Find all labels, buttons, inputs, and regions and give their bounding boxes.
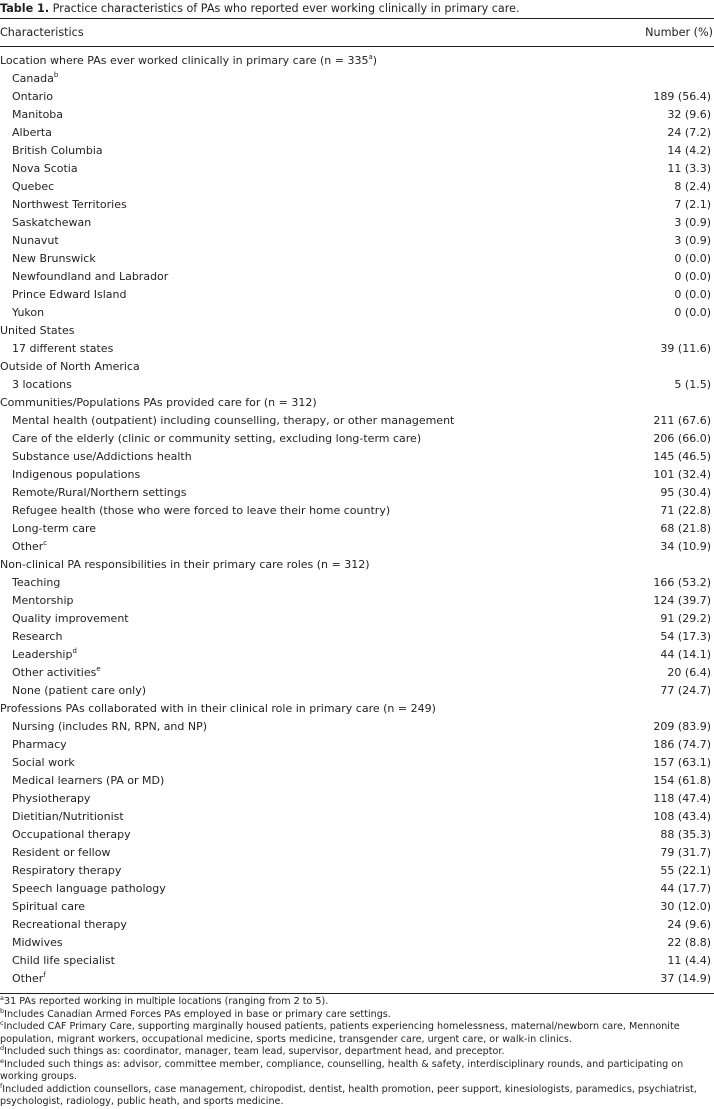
footnote: $^a$31 PAs reported working in multiple locations (ranging from 2 to 5).	[0, 994, 329, 1007]
table-row	[0, 484, 714, 502]
row-label: Outside of North America	[0, 360, 140, 373]
table-row	[0, 718, 714, 736]
row-value: 166 (53.2)	[653, 576, 711, 589]
table-row	[0, 70, 714, 88]
row-label: 3 locations	[12, 378, 72, 391]
table-row	[0, 106, 714, 124]
table-row	[0, 286, 714, 304]
row-value: 209 (83.9)	[653, 720, 711, 733]
table-section-row	[0, 556, 714, 574]
footnote: $^b$Includes Canadian Armed Forces PAs employed in base or primary care settings.	[0, 1006, 391, 1020]
table-row	[0, 250, 714, 268]
row-label: Leadership$^d$	[12, 647, 77, 661]
table-row	[0, 340, 714, 358]
row-label: Mental health (outpatient) including counselling, therapy, or other management	[12, 414, 455, 427]
table-row	[0, 844, 714, 862]
footnote-marker: f	[43, 971, 46, 979]
row-value: 22 (8.8)	[667, 936, 711, 949]
row-label: Other$^c$	[12, 539, 48, 553]
row-value: 39 (11.6)	[660, 342, 711, 355]
footnote-marker: a	[368, 53, 373, 61]
footnote-mark: f	[0, 1081, 3, 1090]
row-value: 211 (67.6)	[653, 414, 711, 427]
row-value: 0 (0.0)	[674, 306, 711, 319]
row-label: Physiotherapy	[12, 792, 91, 805]
footnote-marker: d	[72, 647, 77, 655]
row-value: 186 (74.7)	[653, 738, 711, 751]
row-value: 206 (66.0)	[653, 432, 711, 445]
footnote: $^c$Included CAF Primary Care, supporting marginally housed patients, patients experiencing homelessness, maternal/newborn care, Mennonite population, migrant workers, occupational medicine, sports medicine, transgender care, urgent care, or walk-in clinics.	[0, 1019, 680, 1045]
row-label: Occupational therapy	[12, 828, 131, 841]
row-value: 157 (63.1)	[653, 756, 711, 769]
table-row	[0, 808, 714, 826]
row-value: 34 (10.9)	[660, 540, 711, 553]
row-value: 30 (12.0)	[660, 900, 711, 913]
row-value: 189 (56.4)	[653, 90, 711, 103]
row-value: 154 (61.8)	[653, 774, 711, 787]
row-label: Quebec	[12, 180, 55, 193]
row-value: 44 (17.7)	[660, 882, 711, 895]
row-value: 55 (22.1)	[660, 864, 711, 877]
row-value: 14 (4.2)	[667, 144, 711, 157]
row-value: 118 (47.4)	[653, 792, 711, 805]
footnote-mark: d	[0, 1044, 5, 1052]
row-label: Substance use/Addictions health	[12, 450, 192, 463]
row-value: 124 (39.7)	[653, 594, 711, 607]
table-row	[0, 772, 714, 790]
row-label: Indigenous populations	[12, 468, 141, 481]
row-value: 88 (35.3)	[660, 828, 711, 841]
row-value: 101 (32.4)	[653, 468, 711, 481]
row-label: Refugee health (those who were forced to leave their home country)	[12, 504, 391, 517]
footnote: $^f$Included addiction counsellors, case management, chiropodist, dentist, health promotion, peer support, kinesiologists, paramedics, psychiatrist, psychologist, radiology, public heath, and sports medicine.	[0, 1081, 697, 1107]
table-row	[0, 736, 714, 754]
table-caption	[0, 0, 714, 17]
row-label: Respiratory therapy	[12, 864, 122, 877]
row-label: Nunavut	[12, 234, 59, 247]
row-value: 95 (30.4)	[660, 486, 711, 499]
row-value: 44 (14.1)	[660, 648, 711, 661]
table-row	[0, 124, 714, 142]
row-label: Mentorship	[12, 594, 74, 607]
row-label: Long-term care	[12, 522, 97, 535]
table-caption-label: Table 1.	[0, 2, 50, 15]
row-label: Nova Scotia	[12, 162, 78, 175]
header-characteristics: Characteristics	[0, 26, 84, 39]
table-row	[0, 214, 714, 232]
table-row	[0, 664, 714, 682]
row-value: 91 (29.2)	[660, 612, 711, 625]
row-label: Teaching	[12, 576, 61, 589]
table-row	[0, 916, 714, 934]
row-label: Pharmacy	[12, 738, 67, 751]
footnote-marker: c	[43, 539, 48, 547]
table-row	[0, 88, 714, 106]
table-row	[0, 142, 714, 160]
row-label: Manitoba	[12, 108, 64, 121]
row-label: Resident or fellow	[12, 846, 111, 859]
row-value: 68 (21.8)	[660, 522, 711, 535]
row-label: Canada$^b$	[12, 71, 59, 85]
row-label: Professions PAs collaborated with in their clinical role in primary care (n = 249)	[0, 702, 436, 715]
table-row	[0, 952, 714, 970]
footnote-mark: b	[0, 1006, 5, 1015]
table-row	[0, 412, 714, 430]
table-row	[0, 538, 714, 556]
row-value: 79 (31.7)	[660, 846, 711, 859]
row-value: 0 (0.0)	[674, 288, 711, 301]
table-row	[0, 790, 714, 808]
footnote-mark: a	[0, 994, 4, 1002]
table-row	[0, 448, 714, 466]
table-row	[0, 520, 714, 538]
table-row	[0, 304, 714, 322]
table-row	[0, 196, 714, 214]
row-label: Remote/Rural/Northern settings	[12, 486, 187, 499]
row-value: 32 (9.6)	[667, 108, 711, 121]
table-row	[0, 268, 714, 286]
row-label: Care of the elderly (clinic or community setting, excluding long-term care)	[12, 432, 422, 445]
row-value: 0 (0.0)	[674, 252, 711, 265]
table-row	[0, 934, 714, 952]
table-row	[0, 880, 714, 898]
table-row	[0, 574, 714, 592]
row-label: United States	[0, 324, 75, 337]
table-row	[0, 502, 714, 520]
row-value: 7 (2.1)	[674, 198, 711, 211]
table-row	[0, 682, 714, 700]
row-value: 20 (6.4)	[667, 666, 711, 679]
table-row	[0, 628, 714, 646]
table-row	[0, 970, 714, 988]
row-label: Nursing (includes RN, RPN, and NP)	[12, 720, 208, 733]
footnote: $^d$Included such things as: coordinator, manager, team lead, supervisor, department head, and preceptor.	[0, 1044, 505, 1057]
row-value: 0 (0.0)	[674, 270, 711, 283]
row-label: Midwives	[12, 936, 63, 949]
row-value: 11 (4.4)	[667, 954, 711, 967]
row-label: Location where PAs ever worked clinically in primary care $(n = 335^a)$	[0, 53, 378, 67]
row-label: Ontario	[12, 90, 53, 103]
table-section-row	[0, 358, 714, 376]
table-row	[0, 592, 714, 610]
table-section-row	[0, 52, 714, 70]
table-row	[0, 178, 714, 196]
row-label: Communities/Populations PAs provided care for (n = 312)	[0, 396, 317, 409]
table-row	[0, 376, 714, 394]
footnote: $^e$Included such things as: advisor, committee member, compliance, counselling, health & safety, interdisciplinary rounds, and participating on working groups.	[0, 1056, 684, 1082]
row-value: 5 (1.5)	[674, 378, 711, 391]
table-footnotes	[0, 994, 714, 1109]
footnote-marker: e	[96, 665, 101, 673]
table-row	[0, 160, 714, 178]
row-label: Dietitian/Nutritionist	[12, 810, 124, 823]
row-label: Speech language pathology	[12, 882, 166, 895]
table-row	[0, 754, 714, 772]
row-label: Quality improvement	[12, 612, 129, 625]
table-caption-text: Practice characteristics of PAs who reported ever working clinically in primary care.	[52, 2, 520, 15]
row-value: 24 (9.6)	[667, 918, 711, 931]
row-label: Newfoundland and Labrador	[12, 270, 169, 283]
row-label: Child life specialist	[12, 954, 115, 967]
table-row	[0, 466, 714, 484]
row-value: 37 (14.9)	[660, 972, 711, 985]
row-label: Prince Edward Island	[12, 288, 127, 301]
row-value: 71 (22.8)	[660, 504, 711, 517]
footnote-mark: e	[0, 1056, 4, 1065]
row-value: 24 (7.2)	[667, 126, 711, 139]
row-value: 3 (0.9)	[674, 216, 711, 229]
table-row	[0, 232, 714, 250]
row-label: 17 different states	[12, 342, 114, 355]
row-label: Social work	[12, 756, 75, 769]
table-section-row	[0, 322, 714, 340]
table-row	[0, 826, 714, 844]
row-label: New Brunswick	[12, 252, 96, 265]
row-label: Other activities$^e$	[12, 665, 101, 679]
row-value: 77 (24.7)	[660, 684, 711, 697]
table-row	[0, 610, 714, 628]
table-row	[0, 646, 714, 664]
row-value: 108 (43.4)	[653, 810, 711, 823]
footnote-marker: b	[53, 71, 59, 79]
row-label: Non-clinical PA responsibilities in their primary care roles (n = 312)	[0, 558, 370, 571]
table-section-row	[0, 700, 714, 718]
footnote-mark: c	[0, 1019, 4, 1027]
row-label: Medical learners (PA or MD)	[12, 774, 165, 787]
header-number-percent: Number (%)	[645, 26, 713, 39]
row-label: Recreational therapy	[12, 918, 127, 931]
row-label: Spiritual care	[12, 900, 86, 913]
row-label: Alberta	[12, 126, 52, 139]
row-label: Northwest Territories	[12, 198, 127, 211]
row-label: Research	[12, 630, 63, 643]
row-value: 145 (46.5)	[653, 450, 711, 463]
row-value: 8 (2.4)	[674, 180, 711, 193]
row-label: British Columbia	[12, 144, 103, 157]
row-label: Saskatchewan	[12, 216, 92, 229]
table-body	[0, 52, 714, 988]
row-label: Other$^f$	[12, 971, 46, 985]
row-value: 54 (17.3)	[660, 630, 711, 643]
table-row	[0, 898, 714, 916]
table-row	[0, 862, 714, 880]
row-value: 3 (0.9)	[674, 234, 711, 247]
row-label: Yukon	[12, 306, 45, 319]
row-value: 11 (3.3)	[667, 162, 711, 175]
table-section-row	[0, 394, 714, 412]
table-header	[0, 19, 714, 46]
row-label: None (patient care only)	[12, 684, 147, 697]
table-row	[0, 430, 714, 448]
